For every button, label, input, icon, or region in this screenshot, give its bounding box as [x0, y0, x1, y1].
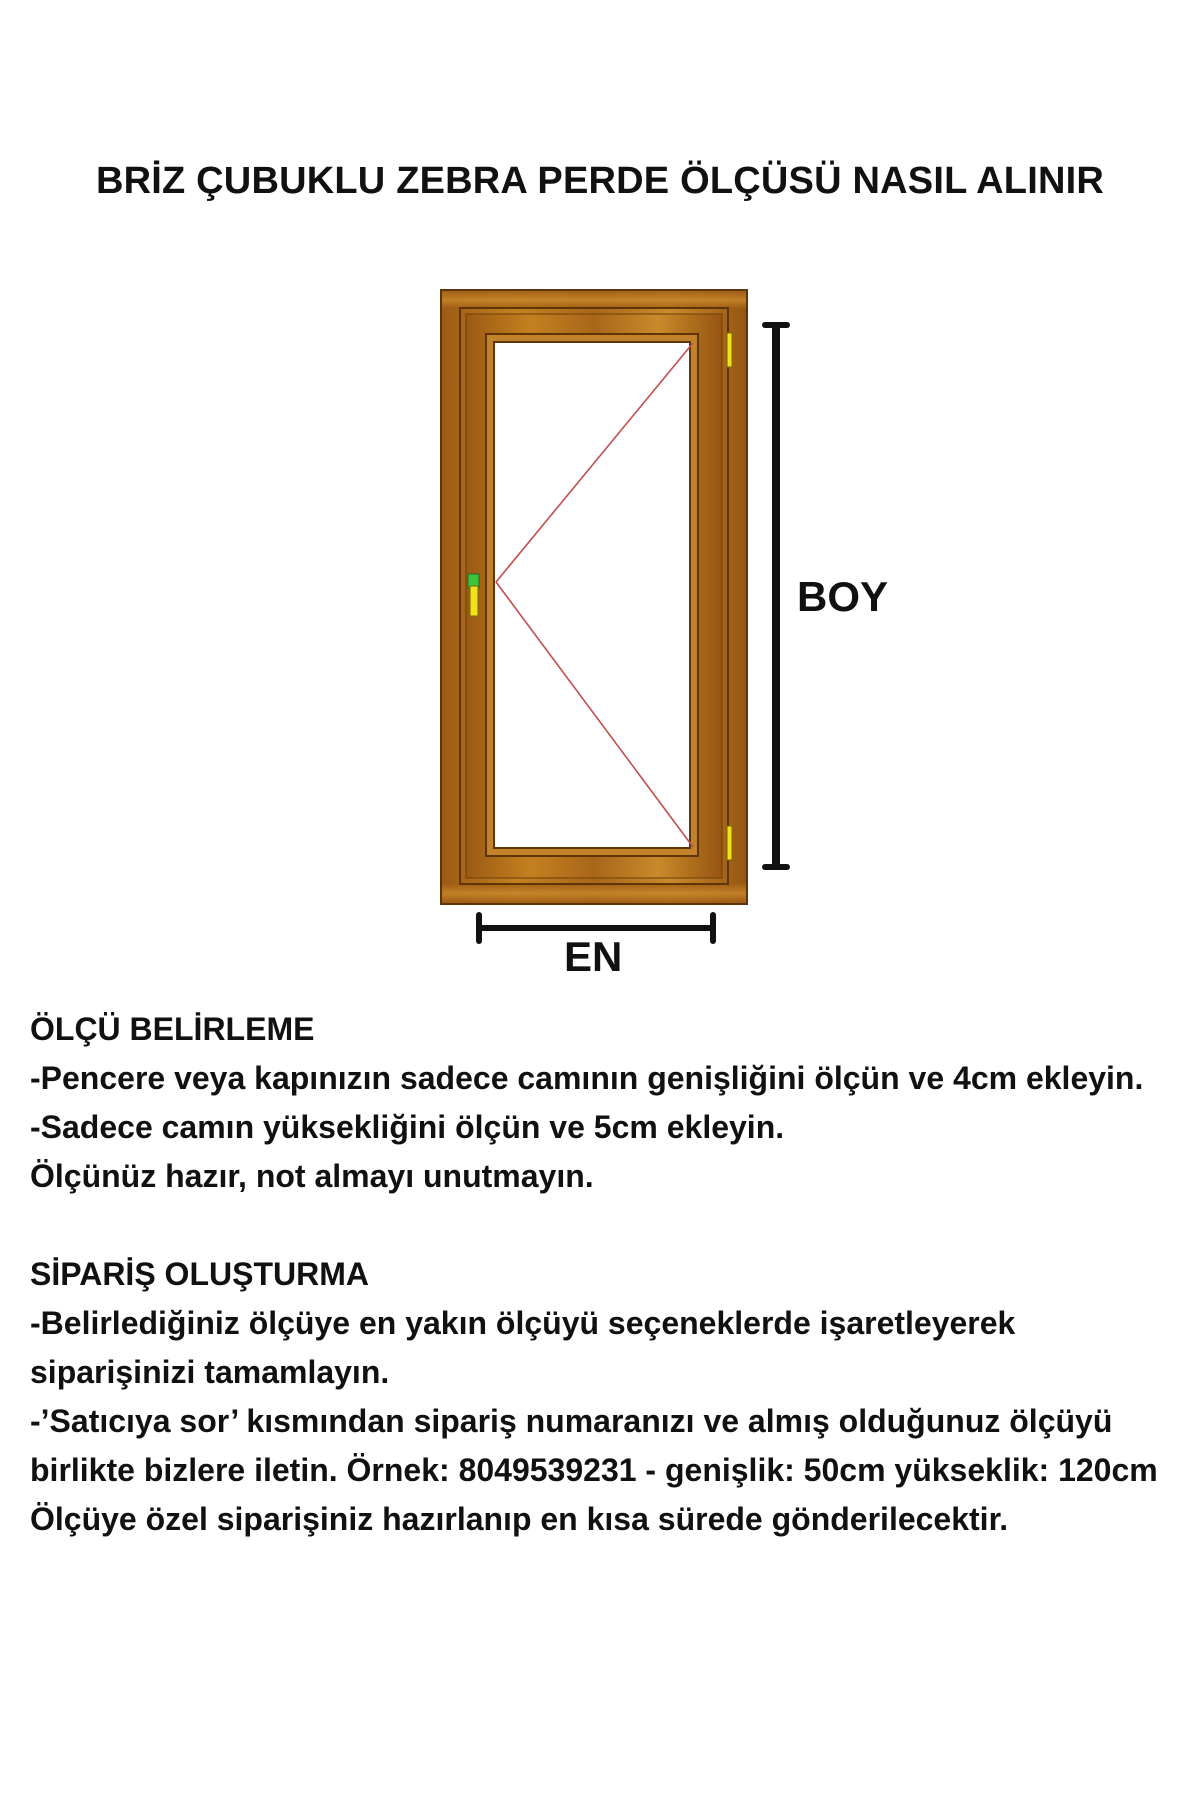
measure-section-heading: ÖLÇÜ BELİRLEME	[30, 1011, 315, 1047]
measure-step-height: -Sadece camın yüksekliğini ölçün ve 5cm ekleyin.	[30, 1109, 785, 1145]
height-label: BOY	[797, 573, 889, 620]
section-spacer	[30, 1201, 1170, 1250]
page-title: BRİZ ÇUBUKLU ZEBRA PERDE ÖLÇÜSÜ NASIL ALINIR	[95, 160, 1105, 202]
measure-ready-note: Ölçünüz hazır, not almayı unutmayın.	[30, 1158, 594, 1194]
window-frame-icon	[441, 290, 747, 904]
order-delivery-note: Ölçüye özel siparişiniz hazırlanıp en kısa sürede gönderilecektir.	[30, 1501, 1009, 1537]
window-handle-icon	[468, 574, 479, 616]
instructions	[30, 1005, 1170, 1544]
order-section-heading: SİPARİŞ OLUŞTURMA	[30, 1256, 369, 1292]
height-dimension-line	[765, 325, 787, 867]
measure-step-width: -Pencere veya kapınızın sadece camının genişliğini ölçün ve 4cm ekleyin.	[30, 1060, 1144, 1096]
window-diagram	[0, 270, 1200, 1010]
order-step-contact: -’Satıcıya sor’ kısmından sipariş numaranızı ve almış olduğunuz ölçüyü birlikte bizlere iletin. Örnek: 8049539231 - genişlik: 50cm yükseklik: 120cm	[30, 1403, 1158, 1488]
order-step-select: -Belirlediğiniz ölçüye en yakın ölçüyü seçeneklerde işaretleyerek siparişinizi tamamlayın.	[30, 1305, 1016, 1390]
width-label: EN	[564, 933, 623, 980]
